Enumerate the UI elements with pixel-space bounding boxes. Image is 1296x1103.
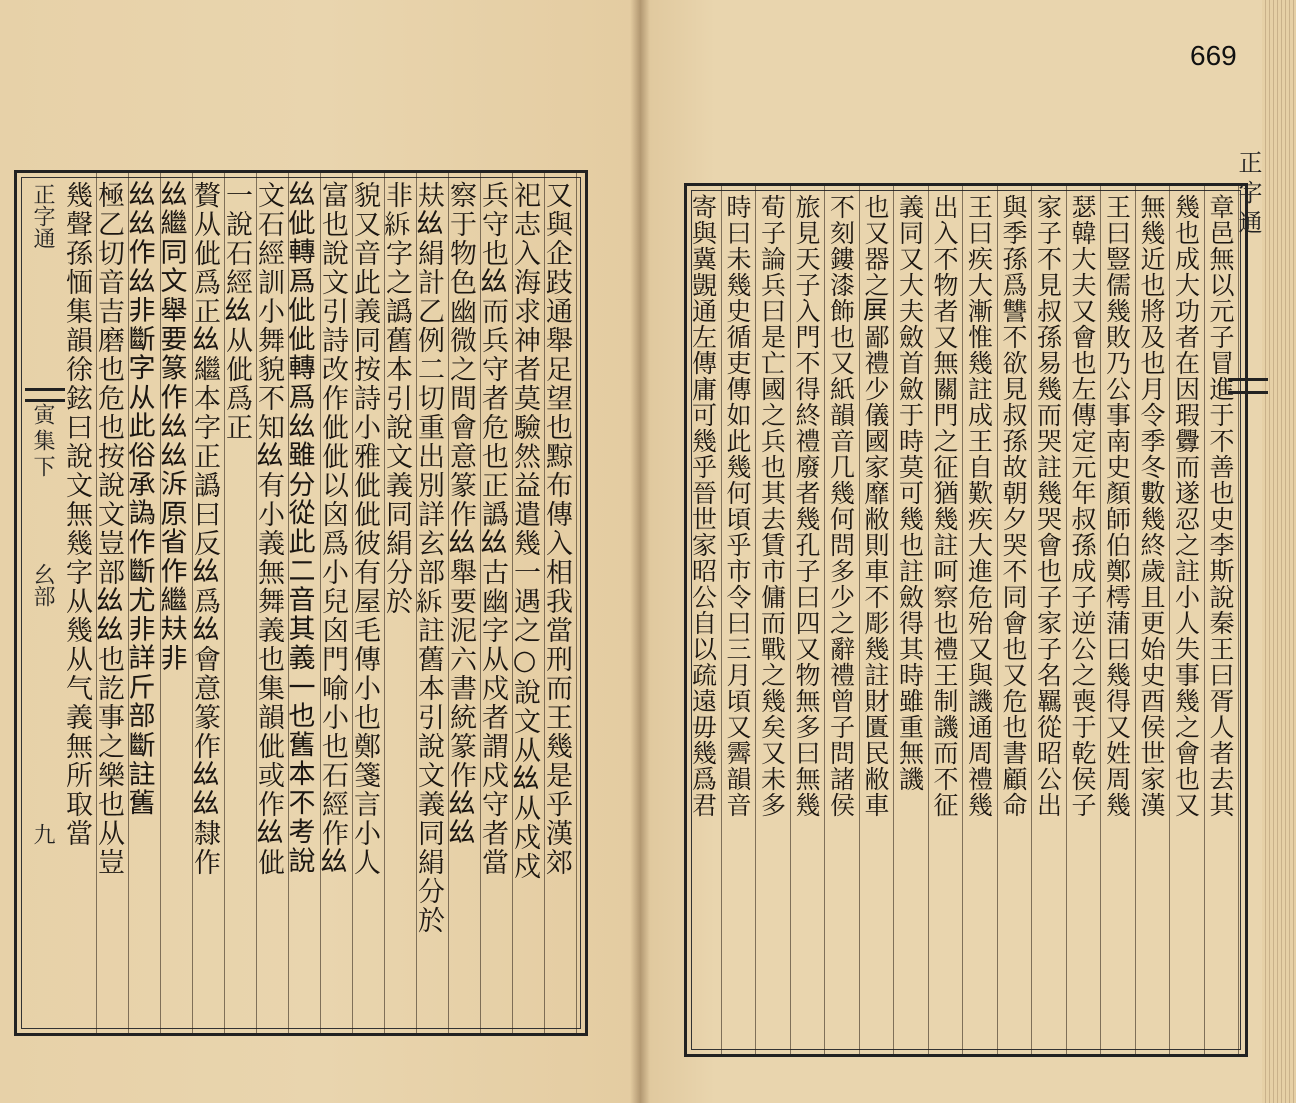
text-column: 祀志入海求神者莫驗然益遣幾一遇之○說文从𢆶从戍戍 bbox=[501, 173, 545, 1033]
text-column: 又與企跂通舉足望也黥布傳入相我當刑而王幾是乎漢郊 bbox=[533, 173, 577, 1033]
page-edges bbox=[1262, 0, 1296, 1103]
text-column: 出入不物者又無關門之征猶幾註呵察也禮王制譏而不征 bbox=[924, 186, 963, 1054]
left-text-frame bbox=[14, 170, 588, 1036]
text-column: 家子不見叔孫易幾而哭註幾哭會也子家子名羈從昭公出 bbox=[1028, 186, 1067, 1054]
text-column: 幾聲孫愐集韻徐鉉曰說文無幾字从幾从气義無所取當 bbox=[53, 173, 97, 1033]
text-column: 與季孫爲讐不欲見叔孫故朝夕哭不同會也又危也書顧命 bbox=[993, 186, 1032, 1054]
text-column: 𢆶佌轉爲佌佌轉爲𢆶雖分從此二音其義一也舊本不考說 bbox=[277, 173, 321, 1033]
text-column: 幾也成大功者在因瑕釁而遂忍之註小人失事幾之會也又 bbox=[1166, 186, 1205, 1054]
text-column: 㚘𢆶絹計乙例二切重出別詳玄部𥿊註舊本引說文義同絹分於 bbox=[405, 173, 449, 1033]
text-column: 非𥿊字之譌舊本引說文義同絹分於 bbox=[373, 173, 417, 1033]
text-column: 文石經訓小舞貌不知𢆶有小義無舞義也集韻佌或作𢆶佌 bbox=[245, 173, 289, 1033]
text-column: 極乙切音吉磨也危也按說文豈部𢆶𢆶也訖事之樂也从豈 bbox=[85, 173, 129, 1033]
text-column: 王曰疾大漸惟幾註成王自歎疾大進危殆又與譏通周禮幾 bbox=[959, 186, 998, 1054]
right-margin-title: 正字通 bbox=[1234, 150, 1262, 240]
text-column: 察于物色幽微之間會意篆作𢆶舉要泥六書統篆作𢆶𢆶 bbox=[437, 173, 481, 1033]
text-column: 義同又大夫斂首斂于時莫可幾也註斂得其時雖重無譏 bbox=[890, 186, 929, 1054]
text-column: 兵守也𢆶而兵守者危也正譌𢆶古幽字从戍者謂戍守者當 bbox=[469, 173, 513, 1033]
page-number: 669 bbox=[1190, 40, 1237, 71]
margin-volume: 寅集下 bbox=[30, 403, 55, 481]
text-column: 荀子論兵曰是亡國之兵也其去賃市傭而戰之幾矣又未多 bbox=[752, 186, 791, 1054]
text-column: 不刻鏤漆飾也又紙韻音几幾何問多少之辭禮曾子問諸侯 bbox=[821, 186, 860, 1054]
margin-leaf-number: 九 bbox=[30, 823, 55, 845]
text-column: 貌又音此義同按詩小雅佌佌彼有屋毛傳小也鄭箋言小人 bbox=[341, 173, 385, 1033]
text-column: 瑟韓大夫又會也左傳定元年叔孫成子逆公之喪于乾侯子 bbox=[1062, 186, 1101, 1054]
right-fish-tail-mark bbox=[1228, 378, 1268, 394]
margin-section: 幺部 bbox=[30, 563, 55, 607]
text-column: 旅見天子入門不得終禮廢者幾孔子曰四又物無多曰無幾 bbox=[786, 186, 825, 1054]
margin-book-title: 正字通 bbox=[30, 183, 55, 249]
text-column: 一說石經𢆶从佌爲正 bbox=[213, 173, 257, 1033]
text-column: 時曰未幾史循吏傳如此幾何頃乎市令曰三月頃又霽韻音 bbox=[717, 186, 756, 1054]
book-gutter bbox=[630, 0, 650, 1103]
text-column: 𢆶繼同文舉要篆作𢆶𢆶泝原省作繼㚘非 bbox=[149, 173, 193, 1033]
text-column: 無幾近也將及也月令季冬數幾終歲且更始史酉侯世家漢 bbox=[1131, 186, 1170, 1054]
text-column: 也又器之𡱒鄙禮少儀國家靡敝則車不彫幾註財匱民敝車 bbox=[855, 186, 894, 1054]
text-column: 富也說文引詩改作佌佌以囟爲小兒囟門喻小也石經作𢆶 bbox=[309, 173, 353, 1033]
text-column: 贅从佌爲正𢆶繼本字正譌曰反𢆶爲𢆶會意篆作𢆶𢆶隸作 bbox=[181, 173, 225, 1033]
text-column: 王曰豎儒幾敗乃公事南史顏師伯鄭樗蒲曰幾得又姓周幾 bbox=[1097, 186, 1136, 1054]
text-column: 𢆶𢆶作𢆶非斷字从此俗承譌作斷尤非詳斤部斷註舊 bbox=[117, 173, 161, 1033]
text-column: 寄與冀覬通左傳庸可幾乎晉世家昭公自以疏遠毋幾爲君 bbox=[683, 186, 722, 1054]
text-column: 章邑無以元子冒進于不善也史李斯說秦王曰胥人者去其 bbox=[1200, 186, 1239, 1054]
right-text-frame bbox=[684, 183, 1248, 1057]
